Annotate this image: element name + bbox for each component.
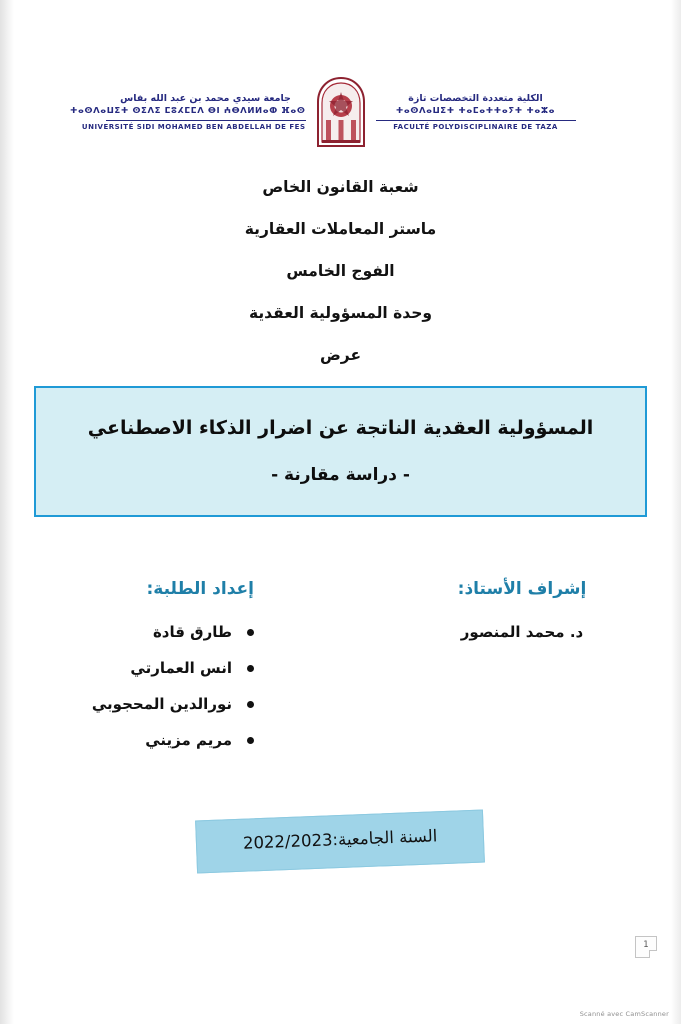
academic-year-box: [195, 809, 485, 873]
student-name: نورالدين المحجوبي: [91, 694, 232, 713]
bullet-icon: [247, 737, 254, 744]
department-line-5: عرض: [319, 346, 362, 364]
academic-year-wrapper: [0, 815, 681, 868]
list-item: [44, 695, 254, 713]
page-title: المسؤولية العقدية الناتجة عن اضرار الذكاء الاصطناعي: [87, 417, 594, 439]
list-item: [44, 659, 254, 677]
supervisor-name: د. محمد المنصور: [460, 622, 584, 641]
supervisor-block: [407, 579, 637, 641]
list-item: [44, 731, 254, 749]
academic-year-label: السنة الجامعية:2022/2023: [242, 825, 438, 853]
university-emblem-icon: [310, 76, 372, 150]
supervisor-heading: إشراف الأستاذ:: [457, 578, 587, 599]
department-heading-block: [34, 178, 647, 364]
page-number: 1: [635, 936, 657, 958]
credits-section: [0, 579, 681, 767]
letterhead-faculty-block: [376, 93, 576, 133]
title-box: [34, 386, 647, 517]
letterhead-faculty-arabic: الكلية متعددة التخصصات تازة: [408, 93, 543, 105]
bullet-icon: [247, 665, 254, 672]
department-line-1: شعبة القانون الخاص: [262, 178, 419, 196]
scanner-watermark: Scanné avec CamScanner: [579, 1010, 669, 1018]
student-name: طارق قادة: [152, 622, 232, 641]
department-line-3: الفوج الخامس: [286, 262, 395, 280]
bullet-icon: [247, 701, 254, 708]
students-heading: إعداد الطلبة:: [146, 578, 254, 599]
page-subtitle: - دراسة مقارنة -: [271, 464, 410, 485]
letterhead-university-arabic: جامعة سيدي محمد بن عبد الله بفاس: [120, 93, 291, 105]
letterhead: [69, 74, 580, 152]
letterhead-divider-right: [106, 120, 306, 121]
list-item: [44, 623, 254, 641]
page-content: [0, 74, 681, 364]
student-name: انس العمارتي: [130, 658, 232, 677]
bullet-icon: [247, 629, 254, 636]
letterhead-university-tifinagh: ⵜⴰⵙⴷⴰⵡⵉⵜ ⵙⵉⴷⵉ ⵎⵓⵃⵎⵎⴷ ⴱⵏ ⵄⴱⴷⵍⵍⴰⵀ ⴼⴰⵙ: [69, 105, 306, 116]
department-line-4: وحدة المسؤولية العقدية: [248, 304, 433, 322]
letterhead-divider-left: [376, 120, 576, 121]
students-block: [44, 579, 254, 767]
letterhead-faculty-french: FACULTÉ POLYDISCIPLINAIRE DE TAZA: [393, 123, 558, 132]
letterhead-faculty-tifinagh: ⵜⴰⵙⴷⴰⵡⵉⵜ ⵜⴰⵎⴰⵜⵜⴰⵢⵜ ⵜⴰⵣⴰ: [395, 105, 556, 116]
students-list: [44, 623, 254, 749]
student-name: مريم مزيني: [145, 730, 232, 749]
letterhead-university-block: [69, 93, 306, 133]
department-line-2: ماستر المعاملات العقارية: [244, 220, 437, 238]
letterhead-university-french: UNIVERSITÉ SIDI MOHAMED BEN ABDELLAH DE FES: [81, 123, 306, 132]
